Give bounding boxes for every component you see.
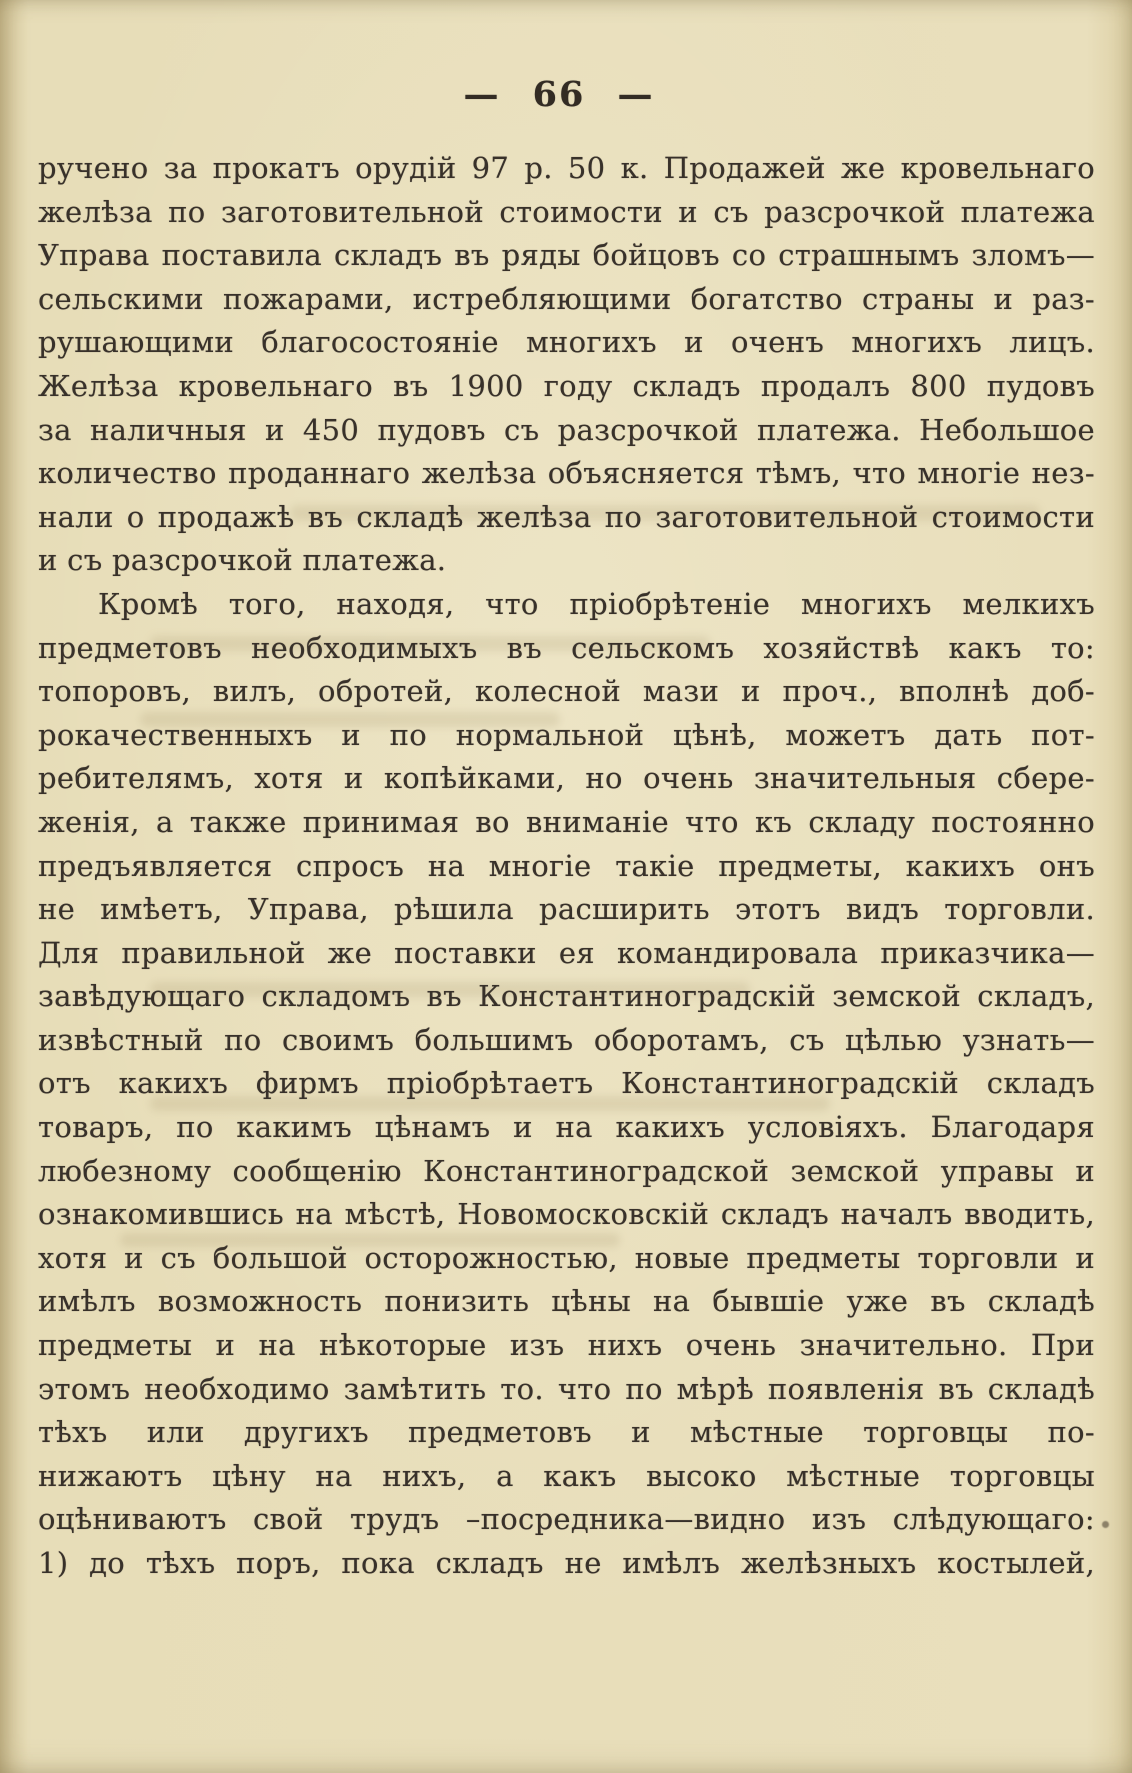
text-line: нижаютъ цѣну на нихъ, а какъ высоко мѣстные торговцы (38, 1458, 1095, 1493)
text-line: рушающими благосостояніе многихъ и оченъ многихъ лицъ. (38, 325, 1095, 360)
text-line: тѣхъ или другихъ предметовъ и мѣстные торговцы по- (38, 1415, 1095, 1450)
text-line: ребителямъ, хотя и копѣйками, но очень значительныя сбере- (38, 761, 1095, 796)
text-line: предъявляется спросъ на многіе такіе предметы, какихъ онъ (38, 848, 1095, 883)
text-line: извѣстный по своимъ большимъ оборотамъ, съ цѣлью узнать— (38, 1022, 1095, 1057)
text-line: ознакомившись на мѣстѣ, Новомосковскій складъ началъ вводить, (38, 1197, 1095, 1232)
text-line-paragraph-end: и съ разсрочкой платежа. (38, 543, 447, 578)
text-line: имѣлъ возможность понизить цѣны на бывшіе уже въ складѣ (38, 1284, 1095, 1319)
text-line: сельскими пожарами, истребляющими богатство страны и раз- (38, 281, 1095, 316)
text-line: женія, а также принимая во вниманіе что къ складу постоянно (38, 804, 1095, 839)
text-line: хотя и съ большой осторожностью, новые предметы торговли и (38, 1240, 1095, 1275)
text-line: 1) до тѣхъ поръ, пока складъ не имѣлъ желѣзныхъ костылей, (38, 1546, 1095, 1580)
ink-speck (1102, 1521, 1109, 1528)
text-line: товаръ, по какимъ цѣнамъ и на какихъ условіяхъ. Благодаря (38, 1110, 1095, 1145)
text-line: желѣза по заготовительной стоимости и съ разсрочкой платежа (38, 194, 1095, 229)
page-number-header: — 66 — (463, 74, 655, 115)
text-line: Желѣза кровельнаго въ 1900 году складъ продалъ 800 пудовъ (38, 368, 1095, 403)
text-line-paragraph-start: Кромѣ того, находя, что пріобрѣтеніе многихъ мелкихъ (98, 586, 1095, 621)
text-line: любезному сообщенію Константиноградской земской управы и (38, 1153, 1095, 1188)
text-line: рокачественныхъ и по нормальной цѣнѣ, можетъ дать пот- (38, 717, 1095, 752)
text-line: завѣдующаго складомъ въ Константиноградскій земской складъ, (38, 979, 1095, 1014)
text-line: предметовъ необходимыхъ въ сельскомъ хозяйствѣ какъ то: (38, 630, 1095, 665)
text-line: Для правильной же поставки ея командировала приказчика— (38, 935, 1095, 970)
text-line: этомъ необходимо замѣтить то. что по мѣрѣ появленія въ складѣ (38, 1371, 1095, 1406)
text-line: отъ какихъ фирмъ пріобрѣтаетъ Константиноградскій складъ (38, 1066, 1095, 1101)
text-line: Управа поставила складъ въ ряды бойцовъ со страшнымъ зломъ— (38, 238, 1095, 273)
text-line: нали о продажѣ въ складѣ желѣза по заготовительной стоимости (38, 499, 1095, 534)
text-line: количество проданнаго желѣза объясняется тѣмъ, что многіе нез- (38, 456, 1095, 491)
page-text (38, 147, 1095, 1586)
text-line: ручено за прокатъ орудій 97 р. 50 к. Продажей же кровельнаго (38, 151, 1095, 185)
text-line: предметы и на нѣкоторые изъ нихъ очень значительно. При (38, 1328, 1095, 1363)
text-line: за наличныя и 450 пудовъ съ разсрочкой платежа. Небольшое (38, 412, 1095, 447)
text-line: оцѣниваютъ свой трудъ –посредника—видно изъ слѣдующаго: (38, 1502, 1095, 1537)
text-line: не имѣетъ, Управа, рѣшила расширить этотъ видъ торговли. (38, 892, 1095, 927)
text-line: топоровъ, вилъ, обротей, колесной мази и проч., вполнѣ доб- (38, 674, 1095, 709)
